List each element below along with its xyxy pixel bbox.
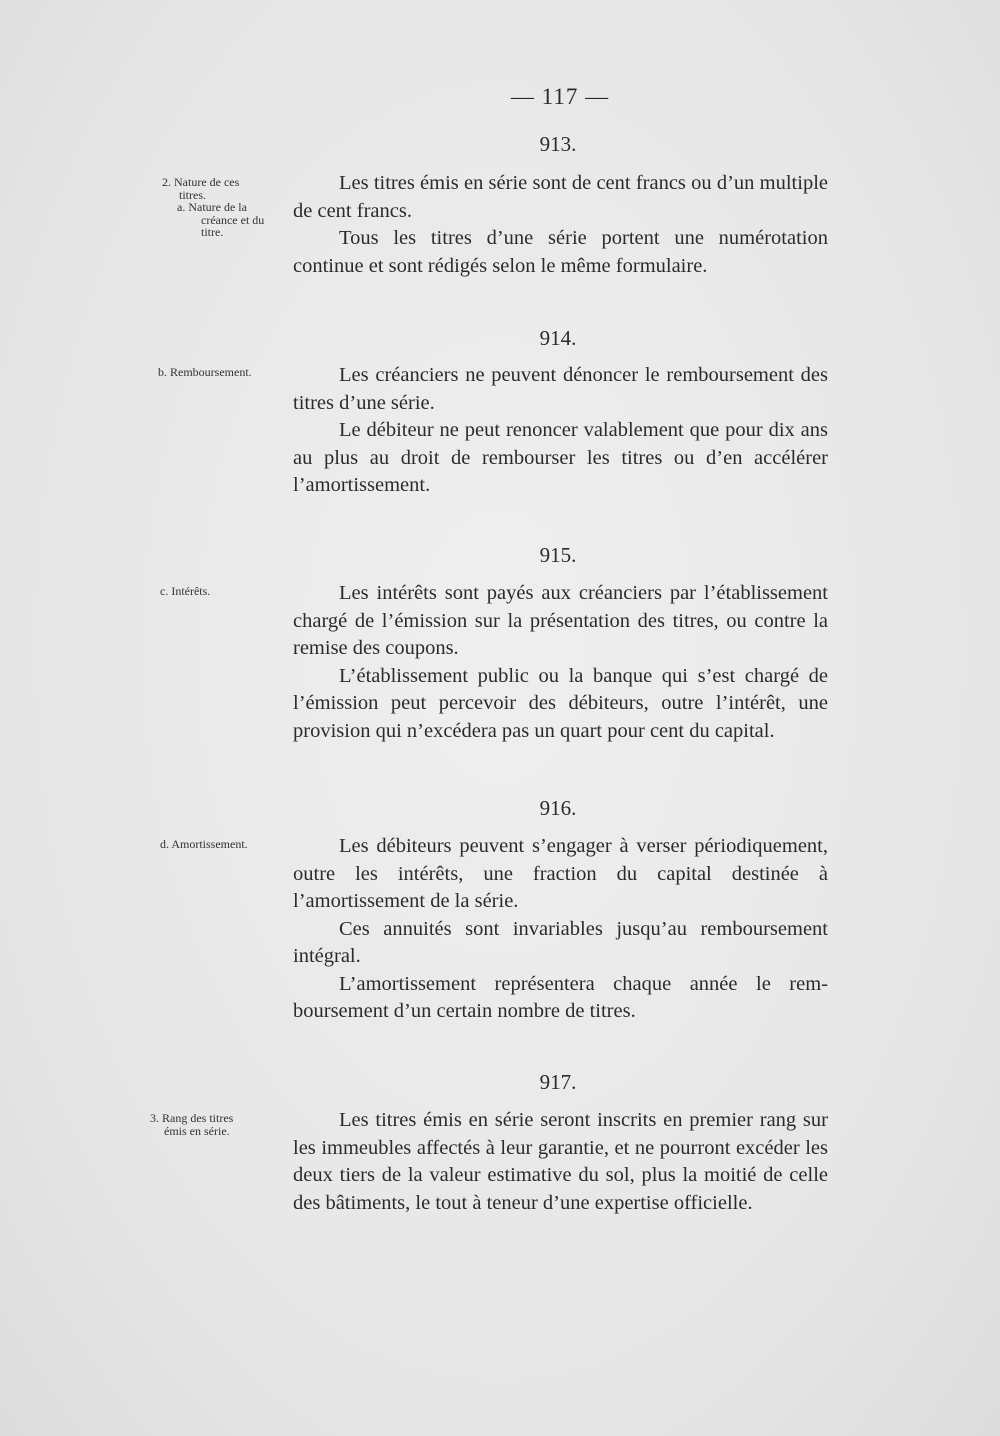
margin-note-line: 2. Nature de ces: [162, 175, 240, 189]
margin-note-line: 3. Rang des titres: [150, 1111, 234, 1125]
margin-note-917: [150, 1112, 285, 1137]
margin-note-line: créance et du: [201, 212, 265, 227]
paragraph: Les intérêts sont payés aux créanciers par l’établissement chargé de l’émission sur la présentation des titres, ou contre la remise des coupons.: [293, 582, 828, 659]
margin-note-line: c. Intérêts.: [160, 584, 211, 598]
article-number-916: 916.: [539, 796, 577, 820]
margin-note-913: [150, 176, 285, 239]
margin-note-line: a. Nature de la: [177, 200, 247, 214]
page-number: — 117 —: [510, 84, 610, 109]
margin-note-line: titre.: [201, 225, 224, 239]
article-body-913: [293, 170, 828, 280]
article-body-915: [293, 580, 828, 745]
margin-note-line: titres.: [179, 187, 206, 202]
paragraph: L’amortissement représentera chaque année le remboursement d’un certain nombre de titres.: [293, 972, 828, 1022]
margin-note-916: [150, 838, 285, 851]
paragraph: L’établissement public ou la banque qui s’est chargé de l’émission peut percevoir des débiteurs, outre l’intérêt, une provision qui n’excédera pas un quart pour cent du capital.: [293, 664, 828, 742]
paragraph: Tous les titres d’une série portent une numérotation continue et sont rédigés selon le même formulaire.: [293, 227, 828, 277]
article-body-914: [293, 362, 828, 500]
article-body-916: [293, 833, 828, 1026]
margin-note-line: d. Amortissement.: [160, 837, 248, 851]
paragraph: Les créanciers ne peuvent dénoncer le remboursement des titres d’une série.: [293, 364, 828, 414]
article-number-917: 917.: [539, 1070, 577, 1094]
paragraph: Ces annuités sont invariables jusqu’au remboursement intégral.: [293, 917, 828, 967]
margin-note-915: [150, 585, 285, 598]
paragraph: Le débiteur ne peut renoncer valablement que pour dix ans au plus au droit de rembourser les titres ou d’en accélérer l’amortissement.: [293, 419, 828, 496]
margin-note-914: [150, 366, 285, 379]
margin-note-line: émis en série.: [164, 1123, 230, 1138]
paragraph: Les titres émis en série sont de cent francs ou d’un multiple de cent francs.: [293, 172, 828, 222]
margin-note-line: b. Remboursement.: [158, 365, 252, 379]
article-body-917: [293, 1107, 828, 1217]
article-number-914: 914.: [539, 326, 577, 350]
paragraph: Les titres émis en série seront inscrits en premier rang sur les immeubles affectés à leur garantie, et ne pourront excéder les deux tiers de la valeur estimative du sol, plus la moitié de celle des bâtiments, le tout à teneur d’une expertise officielle.: [293, 1109, 828, 1214]
article-number-915: 915.: [539, 543, 577, 567]
paragraph: Les débiteurs peuvent s’engager à verser périodiquement, outre les intérêts, une fraction du capital destinée à l’amortissement de la série.: [293, 835, 828, 912]
article-number-913: 913.: [539, 132, 577, 156]
